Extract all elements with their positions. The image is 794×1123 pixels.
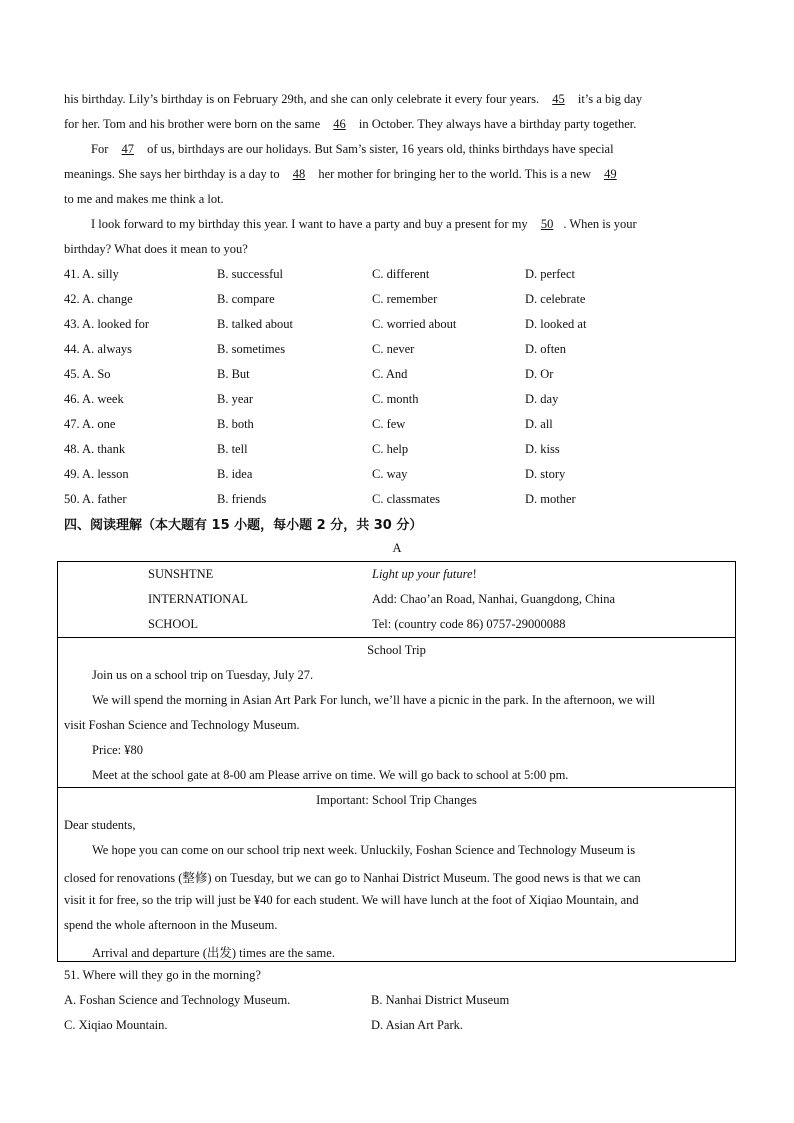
changes-title: Important: School Trip Changes — [316, 793, 477, 807]
blank-50: 50 — [540, 217, 554, 231]
trip-price: Price: ¥80 — [92, 743, 144, 757]
changes-line: visit it for free, so the trip will just be ¥40 for each student. We will have lunch at the foot of Xiqiao Mountain, and — [64, 893, 639, 907]
option-row: 46. A. week B. year C. month D. day — [64, 392, 559, 406]
blank-45: 45 — [552, 92, 565, 106]
school-name-line-3: SCHOOL — [148, 617, 199, 631]
trip-changes-box — [57, 787, 736, 962]
option-c: C. Xiqiao Mountain. — [64, 1018, 168, 1032]
option-row: 49. A. lesson B. idea C. way D. story — [64, 467, 566, 481]
question-51: 51. Where will they go in the morning? — [64, 968, 261, 982]
school-name-line-2: INTERNATIONAL — [148, 592, 248, 606]
school-slogan: Light up your future! — [372, 567, 477, 581]
trip-meeting: Meet at the school gate at 8-00 am Please arrive on time. We will go back to school at 5:00 pm. — [92, 768, 569, 782]
part-label: A — [392, 541, 402, 555]
changes-line: Arrival and departure (出发) times are the same. — [92, 946, 335, 960]
option-row: 48. A. thank B. tell C. help D. kiss — [64, 442, 560, 456]
option-d: D. Asian Art Park. — [371, 1018, 464, 1032]
passage-line: I look forward to my birthday this year. I want to have a party and buy a present for my 50 . When is your — [91, 217, 637, 231]
option-row: 41. A. silly B. successful C. different D. perfect — [64, 267, 575, 281]
blank-46: 46 — [333, 117, 346, 131]
changes-line: We hope you can come on our school trip next week. Unluckily, Foshan Science and Technology Museum is — [92, 843, 636, 857]
option-row: 47. A. one B. both C. few D. all — [64, 417, 553, 431]
school-trip-box — [57, 637, 736, 788]
passage-line: For 47 of us, birthdays are our holidays. But Sam’s sister, 16 years old, thinks birthdays have special — [91, 142, 614, 156]
section-title: 四、阅读理解（本大题有 15 小题，每小题 2 分，共 30 分） — [64, 518, 423, 533]
changes-greeting: Dear students, — [64, 818, 136, 832]
passage-line: his birthday. Lily’s birthday is on February 29th, and she can only celebrate it every four years. 45 it’s a big day — [64, 92, 643, 106]
school-name-line-1: SUNSHTNE — [148, 567, 214, 581]
school-header-box — [57, 561, 736, 638]
changes-line: spend the whole afternoon in the Museum. — [64, 918, 278, 932]
blank-48: 48 — [292, 167, 306, 181]
passage-line: meanings. She says her birthday is a day to 48 her mother for bringing her to the world. This is a new 49 — [64, 167, 627, 182]
option-a: A. Foshan Science and Technology Museum. — [64, 993, 291, 1007]
blank-47: 47 — [121, 142, 134, 156]
option-row: 50. A. father B. friends C. classmates D. mother — [64, 492, 576, 506]
option-row: 43. A. looked for B. talked about C. worried about D. looked at — [64, 317, 587, 331]
trip-schedule: We will spend the morning in Asian Art Park For lunch, we’ll have a picnic in the park. In the afternoon, we will — [92, 693, 656, 707]
passage-line: birthday? What does it mean to you? — [64, 242, 248, 256]
trip-schedule-cont: visit Foshan Science and Technology Museum. — [64, 718, 300, 732]
school-address: Add: Chao’an Road, Nanhai, Guangdong, China — [372, 592, 616, 606]
school-tel: Tel: (country code 86) 0757-29000088 — [372, 617, 566, 631]
passage-line: for her. Tom and his brother were born on the same 46 in October. They always have a birthday party together. — [64, 117, 637, 131]
option-row: 44. A. always B. sometimes C. never D. often — [64, 342, 566, 356]
trip-title: School Trip — [367, 643, 426, 657]
changes-line: closed for renovations (整修) on Tuesday, but we can go to Nanhai District Museum. The good news is that we can — [64, 871, 641, 885]
option-b: B. Nanhai District Museum — [371, 993, 510, 1007]
option-row: 42. A. change B. compare C. remember D. celebrate — [64, 292, 586, 306]
option-row: 45. A. So B. But C. And D. Or — [64, 367, 554, 381]
passage-line: to me and makes me think a lot. — [64, 192, 224, 206]
blank-49: 49 — [604, 167, 617, 181]
trip-intro: Join us on a school trip on Tuesday, July 27. — [92, 668, 314, 682]
